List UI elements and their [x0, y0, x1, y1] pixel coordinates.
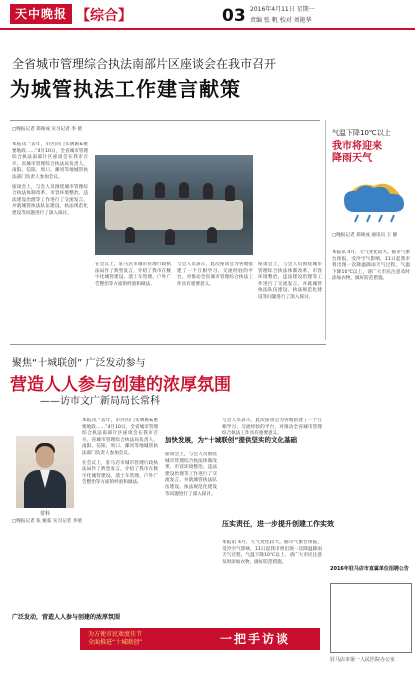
lead-headline-rule	[10, 120, 320, 121]
lead-column-1	[12, 142, 88, 327]
conference-table	[105, 200, 243, 230]
column-divider	[325, 120, 326, 340]
ad-tagline: 为方便市民欢度佳节 全面推进“十城联创”	[88, 631, 143, 646]
lead-column-4	[258, 262, 322, 330]
interview-column-1: 本报讯 “去年，市区的门头牌匾&重要地段……”4月10日，全省城市管理综合执法南部片区座谈会在我市召开。省城市管理综合执法局负责人，南阳、信阳、周口、漯河等地城管执法部门负责人参加会议。 在会议上，驻马店市城市管理行政执法局作了典型发言，介绍了我市在数字化城管建设、渣土车管理、户外广告整治等方面的经验和做法。	[82, 418, 158, 486]
lead-headline: 为城管执法工作建言献策	[10, 77, 241, 101]
weather-headline: 我市将迎来 降雨天气	[332, 141, 382, 164]
lead-paragraph-4-cont: 座谈会上，与会人员围绕城市管理综合执法体制改革、市容环境整治、违法建设治理等工作进行了交流发言，并就城管执法队伍建设、执法规范化建设等问题进行了深入探讨。	[258, 262, 322, 300]
weather-body: 本报讯 4月，天气变化较大。据市气象台预报，受冷空气影响，11日起我市将出现一次降温降雨天气过程，气温下降10℃以上，请广大市民注意及时添加衣物，做好防范措施。	[332, 250, 410, 282]
lead-paragraph-3: 在会议上，驻马店市城市管理行政执法局作了典型发言，介绍了我市在数字化城管建设、渣土车管理、户外广告整治等方面的经验和做法。	[95, 262, 171, 287]
interview-column-4: 本报讯 4月，天气变化较大。据市气象台预报，受冷空气影响，11日起我市将出现一次降温降雨天气过程，气温下降10℃以上，请广大市民注意及时添加衣物，做好防范措施。	[222, 540, 322, 565]
lead-kicker: 全省城市管理综合执法南部片区座谈会在我市召开	[12, 57, 277, 71]
lead-column-3	[177, 262, 253, 330]
notice-footer: 驻马店市第一人民医院办公室	[330, 657, 396, 663]
lead-paragraph-4: 与会人员表示，此次座谈会为各地搭建了一个互相学习、交流经验的平台，对推动全省城市管理综合执法工作具有重要意义。	[177, 262, 253, 287]
newspaper-logo: 天中晚报	[10, 4, 72, 24]
interview-byline: □晚报记者 张 娅茹 实习记者 李倩	[12, 519, 82, 524]
interview-subheading-2: 压实责任，进一步提升创建工作实效	[222, 520, 334, 528]
ad-title: 一把手访谈	[220, 632, 291, 646]
weather-byline: □晚报记者 郑俊成 通讯员 王 静	[332, 233, 398, 238]
lead-byline: □晚报记者 郑俊成 实习记者 李 倩	[12, 127, 82, 132]
ad-banner[interactable]	[80, 628, 320, 650]
interview-subheading-1: 加快发展，为“十城联创”提供坚实的文化基础	[165, 436, 298, 444]
interview-subhead: ——访市文广新局局长常科	[40, 396, 160, 407]
lead-paragraph-1: 本报讯 “去年，市区的门头牌匾&重要地段……”4月10日，全省城市管理综合执法南部片区座谈会在我市召开。省城市管理综合执法局负责人，南阳、信阳、周口、漯河等地城管执法部门负责人参加会议。	[12, 142, 88, 180]
meeting-photo	[95, 155, 253, 255]
portrait-photo	[16, 436, 74, 508]
editor-credits: 责编 张 帆 校对 刘艳华	[250, 17, 312, 24]
interview-subheading-3: 广泛发动，营造人人参与创建的浓厚氛围	[12, 614, 121, 621]
section-label: 【综合】	[76, 8, 132, 24]
rain-weather-icon	[340, 178, 408, 224]
page-number: 03	[222, 6, 246, 26]
interview-headline: 营造人人参与创建的浓厚氛围	[10, 375, 231, 395]
interview-kicker: 聚焦“十城联创” 广泛发动参与	[12, 358, 146, 369]
recruitment-table	[330, 583, 412, 653]
portrait-caption: 常科	[39, 511, 50, 517]
weather-kicker: 气温下降10℃以上	[332, 129, 391, 137]
section-divider	[10, 344, 326, 345]
interview-column-3: 与会人员表示，此次座谈会为各地搭建了一个互相学习、交流经验的平台，对推动全省城市管理综合执法工作具有重要意义。	[222, 418, 322, 437]
issue-date: 2016年4月11日 星期一	[250, 6, 315, 13]
recruitment-notice: 2016年驻马店市直属单位招聘公告	[330, 566, 409, 572]
lead-column-2	[95, 262, 171, 330]
interview-column-2: 座谈会上，与会人员围绕城市管理综合执法体制改革、市容环境整治、违法建设治理等工作进行了交流发言，并就城管执法队伍建设、执法规范化建设等问题进行了深入探讨。	[165, 452, 217, 497]
lead-paragraph-2: 座谈会上，与会人员围绕城市管理综合执法体制改革、市容环境整治、违法建设治理等工作进行了交流发言，并就城管执法队伍建设、执法规范化建设等问题进行了深入探讨。	[12, 184, 88, 216]
